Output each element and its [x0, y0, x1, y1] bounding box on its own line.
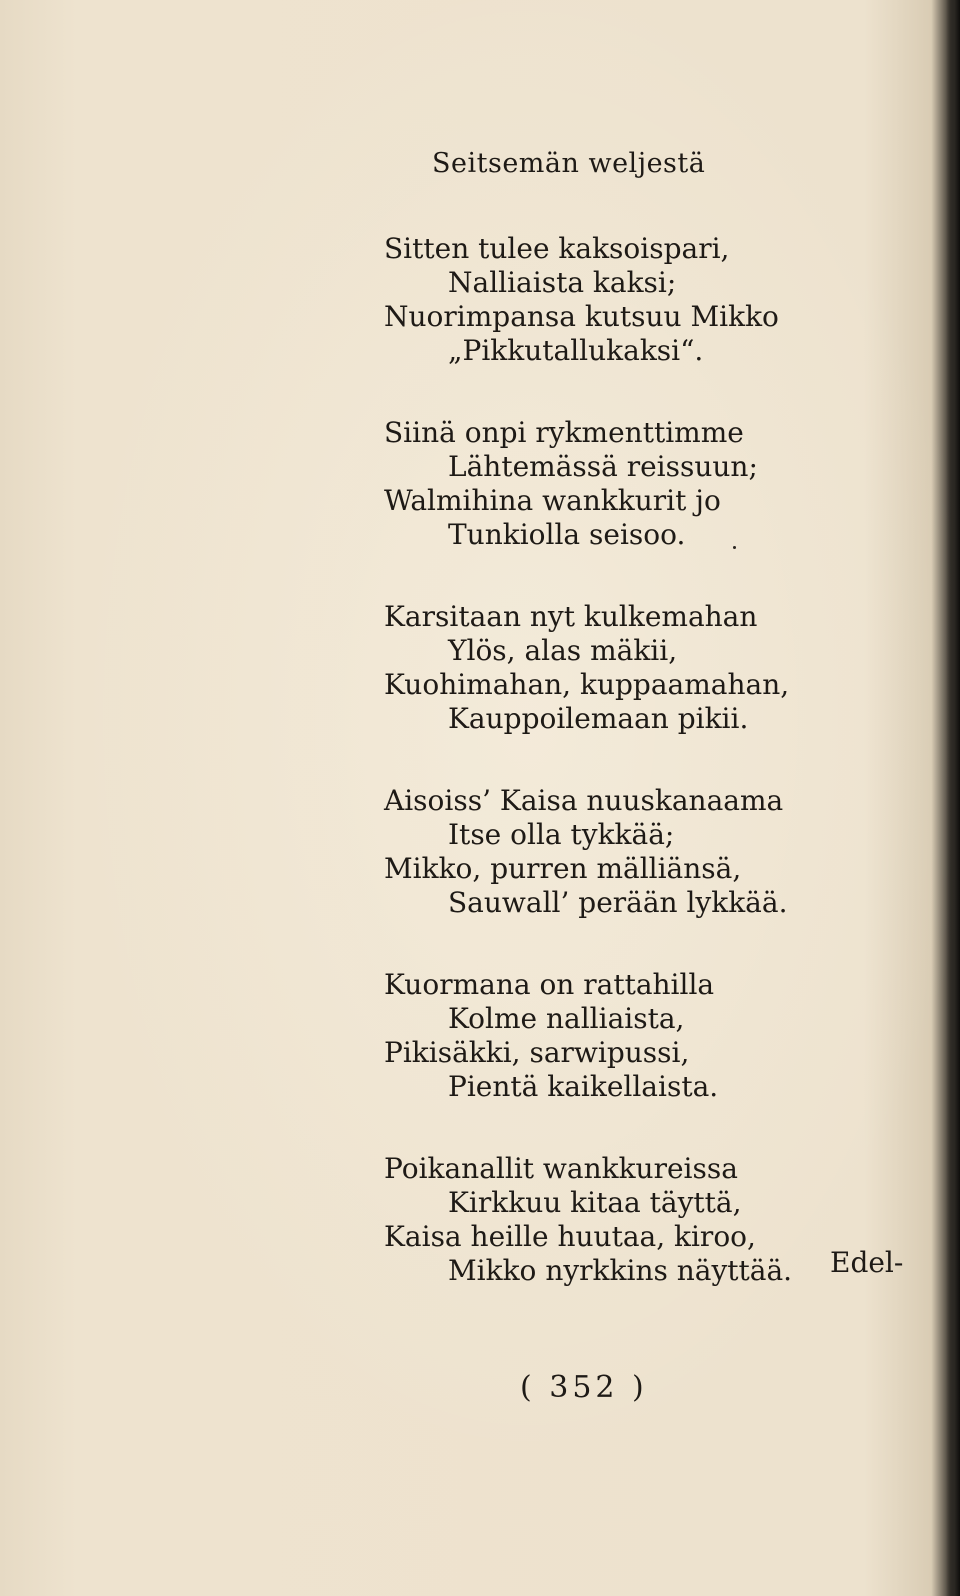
poem-line: Sauwall’ perään lykkää. [448, 886, 788, 919]
running-head: Seitsemän weljestä [432, 148, 706, 179]
book-spine-shadow [946, 0, 960, 1596]
poem-line: Pikisäkki, sarwipussi, [384, 1036, 690, 1069]
poem-line: Kauppoilemaan pikii. [448, 702, 749, 735]
poem-line: Mikko, purren mälliänsä, [384, 852, 742, 885]
poem-line: Itse olla tykkää; [448, 818, 675, 851]
poem-line: Kaisa heille huutaa, kiroo, [384, 1220, 756, 1253]
poem-line: Karsitaan nyt kulkemahan [384, 600, 758, 633]
poem-line: Nuorimpansa kutsuu Mikko [384, 300, 779, 333]
poem-line: Lähtemässä reissuun; [448, 450, 758, 483]
poem-line: Kirkkuu kitaa täyttä, [448, 1186, 742, 1219]
poem-line: Sitten tulee kaksoispari, [384, 232, 730, 265]
stanza [384, 784, 904, 920]
stanza [384, 232, 904, 368]
stanza [384, 1152, 904, 1288]
poem-line: Pientä kaikellaista. [448, 1070, 719, 1103]
stanza [384, 416, 904, 552]
poem-line: Tunkiolla seisoo. [448, 518, 686, 551]
stanza [384, 600, 904, 736]
poem-line: Nalliaista kaksi; [448, 266, 677, 299]
poem-line: Siinä onpi rykmenttimme [384, 416, 744, 449]
poem-line: Ylös, alas mäkii, [448, 634, 678, 667]
poem-line: Kolme nalliaista, [448, 1002, 685, 1035]
poem-line: Walmihina wankkurit jo [384, 484, 721, 517]
poem-line: Kuohimahan, kuppaamahan, [384, 668, 790, 701]
poem-line: Mikko nyrkkins näyttää. [448, 1254, 793, 1287]
stanza [384, 968, 904, 1104]
page-number: ( 352 ) [520, 1370, 648, 1405]
poem [384, 232, 904, 1336]
poem-line: „Pikkutallukaksi“. [448, 334, 704, 367]
poem-line: Poikanallit wankkureissa [384, 1152, 738, 1185]
catchword: Edel- [830, 1246, 904, 1279]
poem-line: Aisoiss’ Kaisa nuuskanaama [384, 784, 784, 817]
poem-line: Kuormana on rattahilla [384, 968, 715, 1001]
